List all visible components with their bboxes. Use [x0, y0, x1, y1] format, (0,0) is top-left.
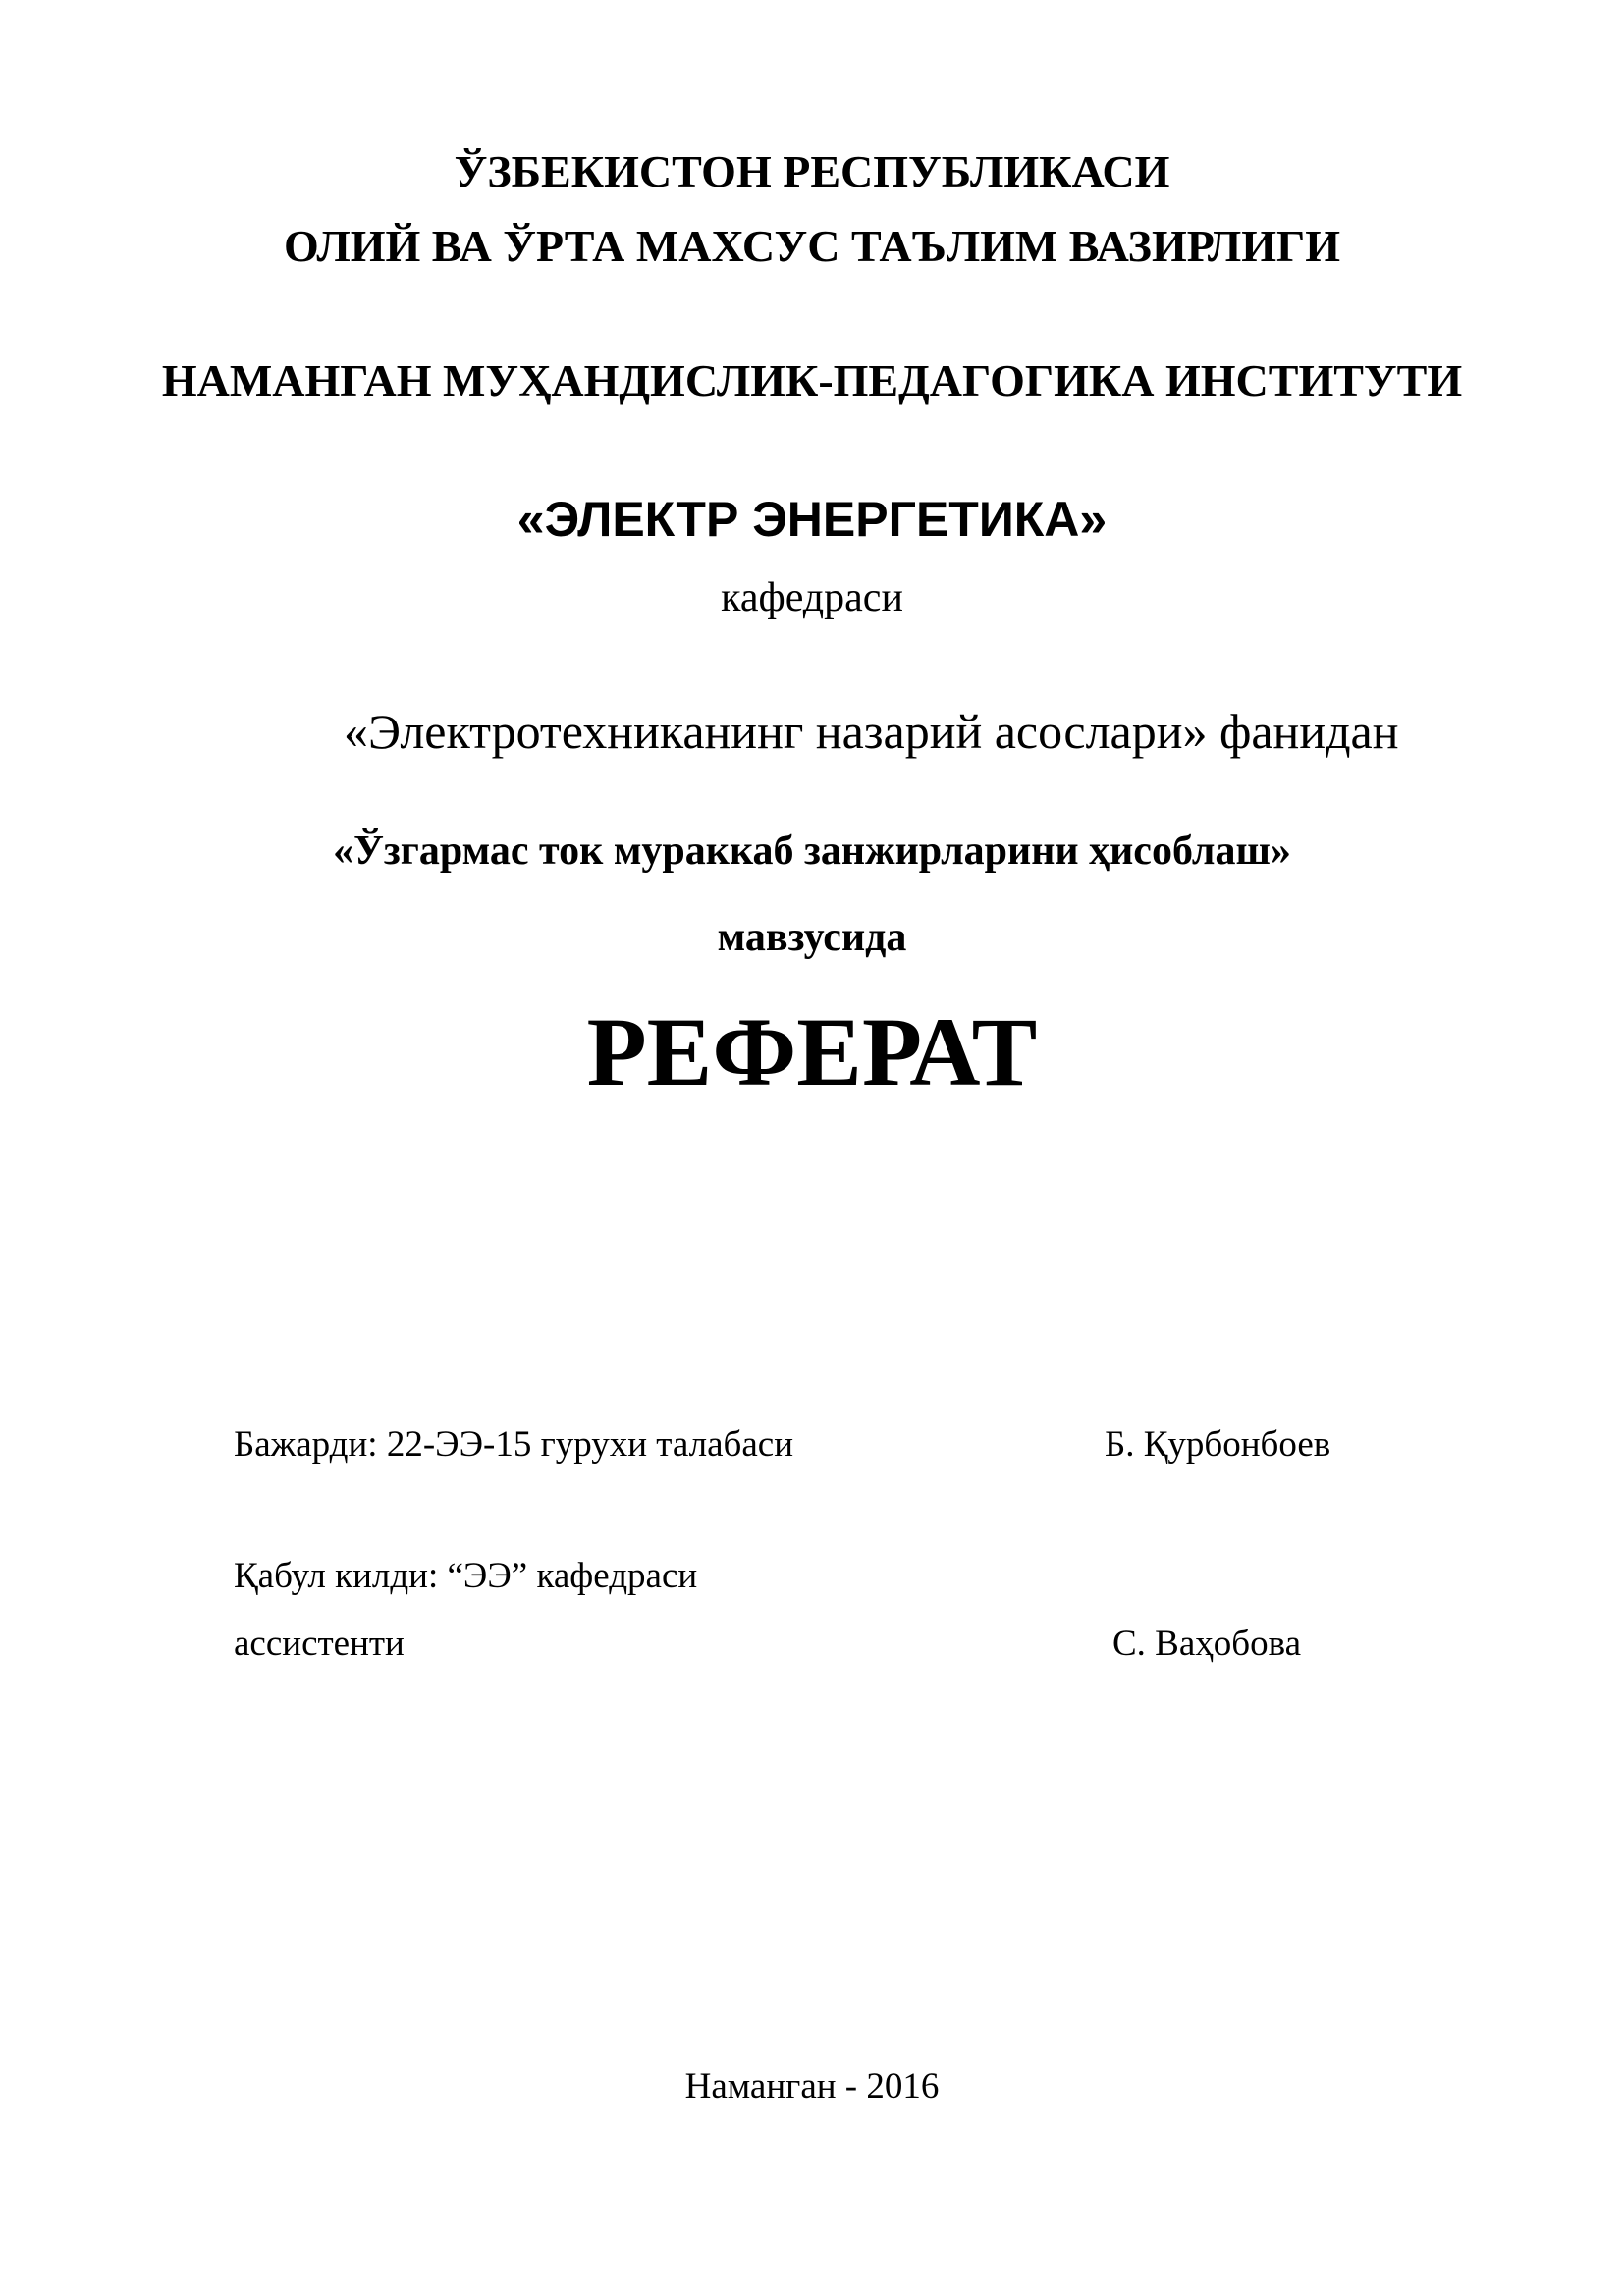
- republic-heading: ЎЗБЕКИСТОН РЕСПУБЛИКАСИ: [454, 146, 1170, 196]
- performed-by-label: Бажарди: 22-ЭЭ-15 гурухи талабаси: [234, 1424, 794, 1465]
- department-suffix: кафедраси: [721, 575, 903, 620]
- topic-suffix: мавзусида: [717, 915, 907, 960]
- accepted-by-name: С. Ваҳобова: [1112, 1624, 1302, 1664]
- accepted-by-label: Қабул килди: “ЭЭ” кафедраси: [234, 1556, 698, 1596]
- ministry-heading: ОЛИЙ ВА ЎРТА МАХСУС ТАЪЛИМ ВАЗИРЛИГИ: [283, 221, 1341, 271]
- department-name: «ЭЛЕКТР ЭНЕРГЕТИКА»: [516, 492, 1108, 547]
- document-type-title: РЕФЕРАТ: [586, 997, 1038, 1106]
- accepted-by-role: ассистенти: [234, 1624, 405, 1664]
- topic-title: «Ўзгармас ток мураккаб занжирларини ҳисоблаш»: [333, 828, 1291, 874]
- performed-by-name: Б. Қурбонбоев: [1105, 1424, 1331, 1465]
- city-year: Наманган - 2016: [684, 2066, 940, 2107]
- subject-line: «Электротехниканинг назарий асослари» фанидан: [344, 704, 1399, 759]
- institute-heading: НАМАНГАН МУҲАНДИСЛИК-ПЕДАГОГИКА ИНСТИТУТИ: [161, 355, 1463, 405]
